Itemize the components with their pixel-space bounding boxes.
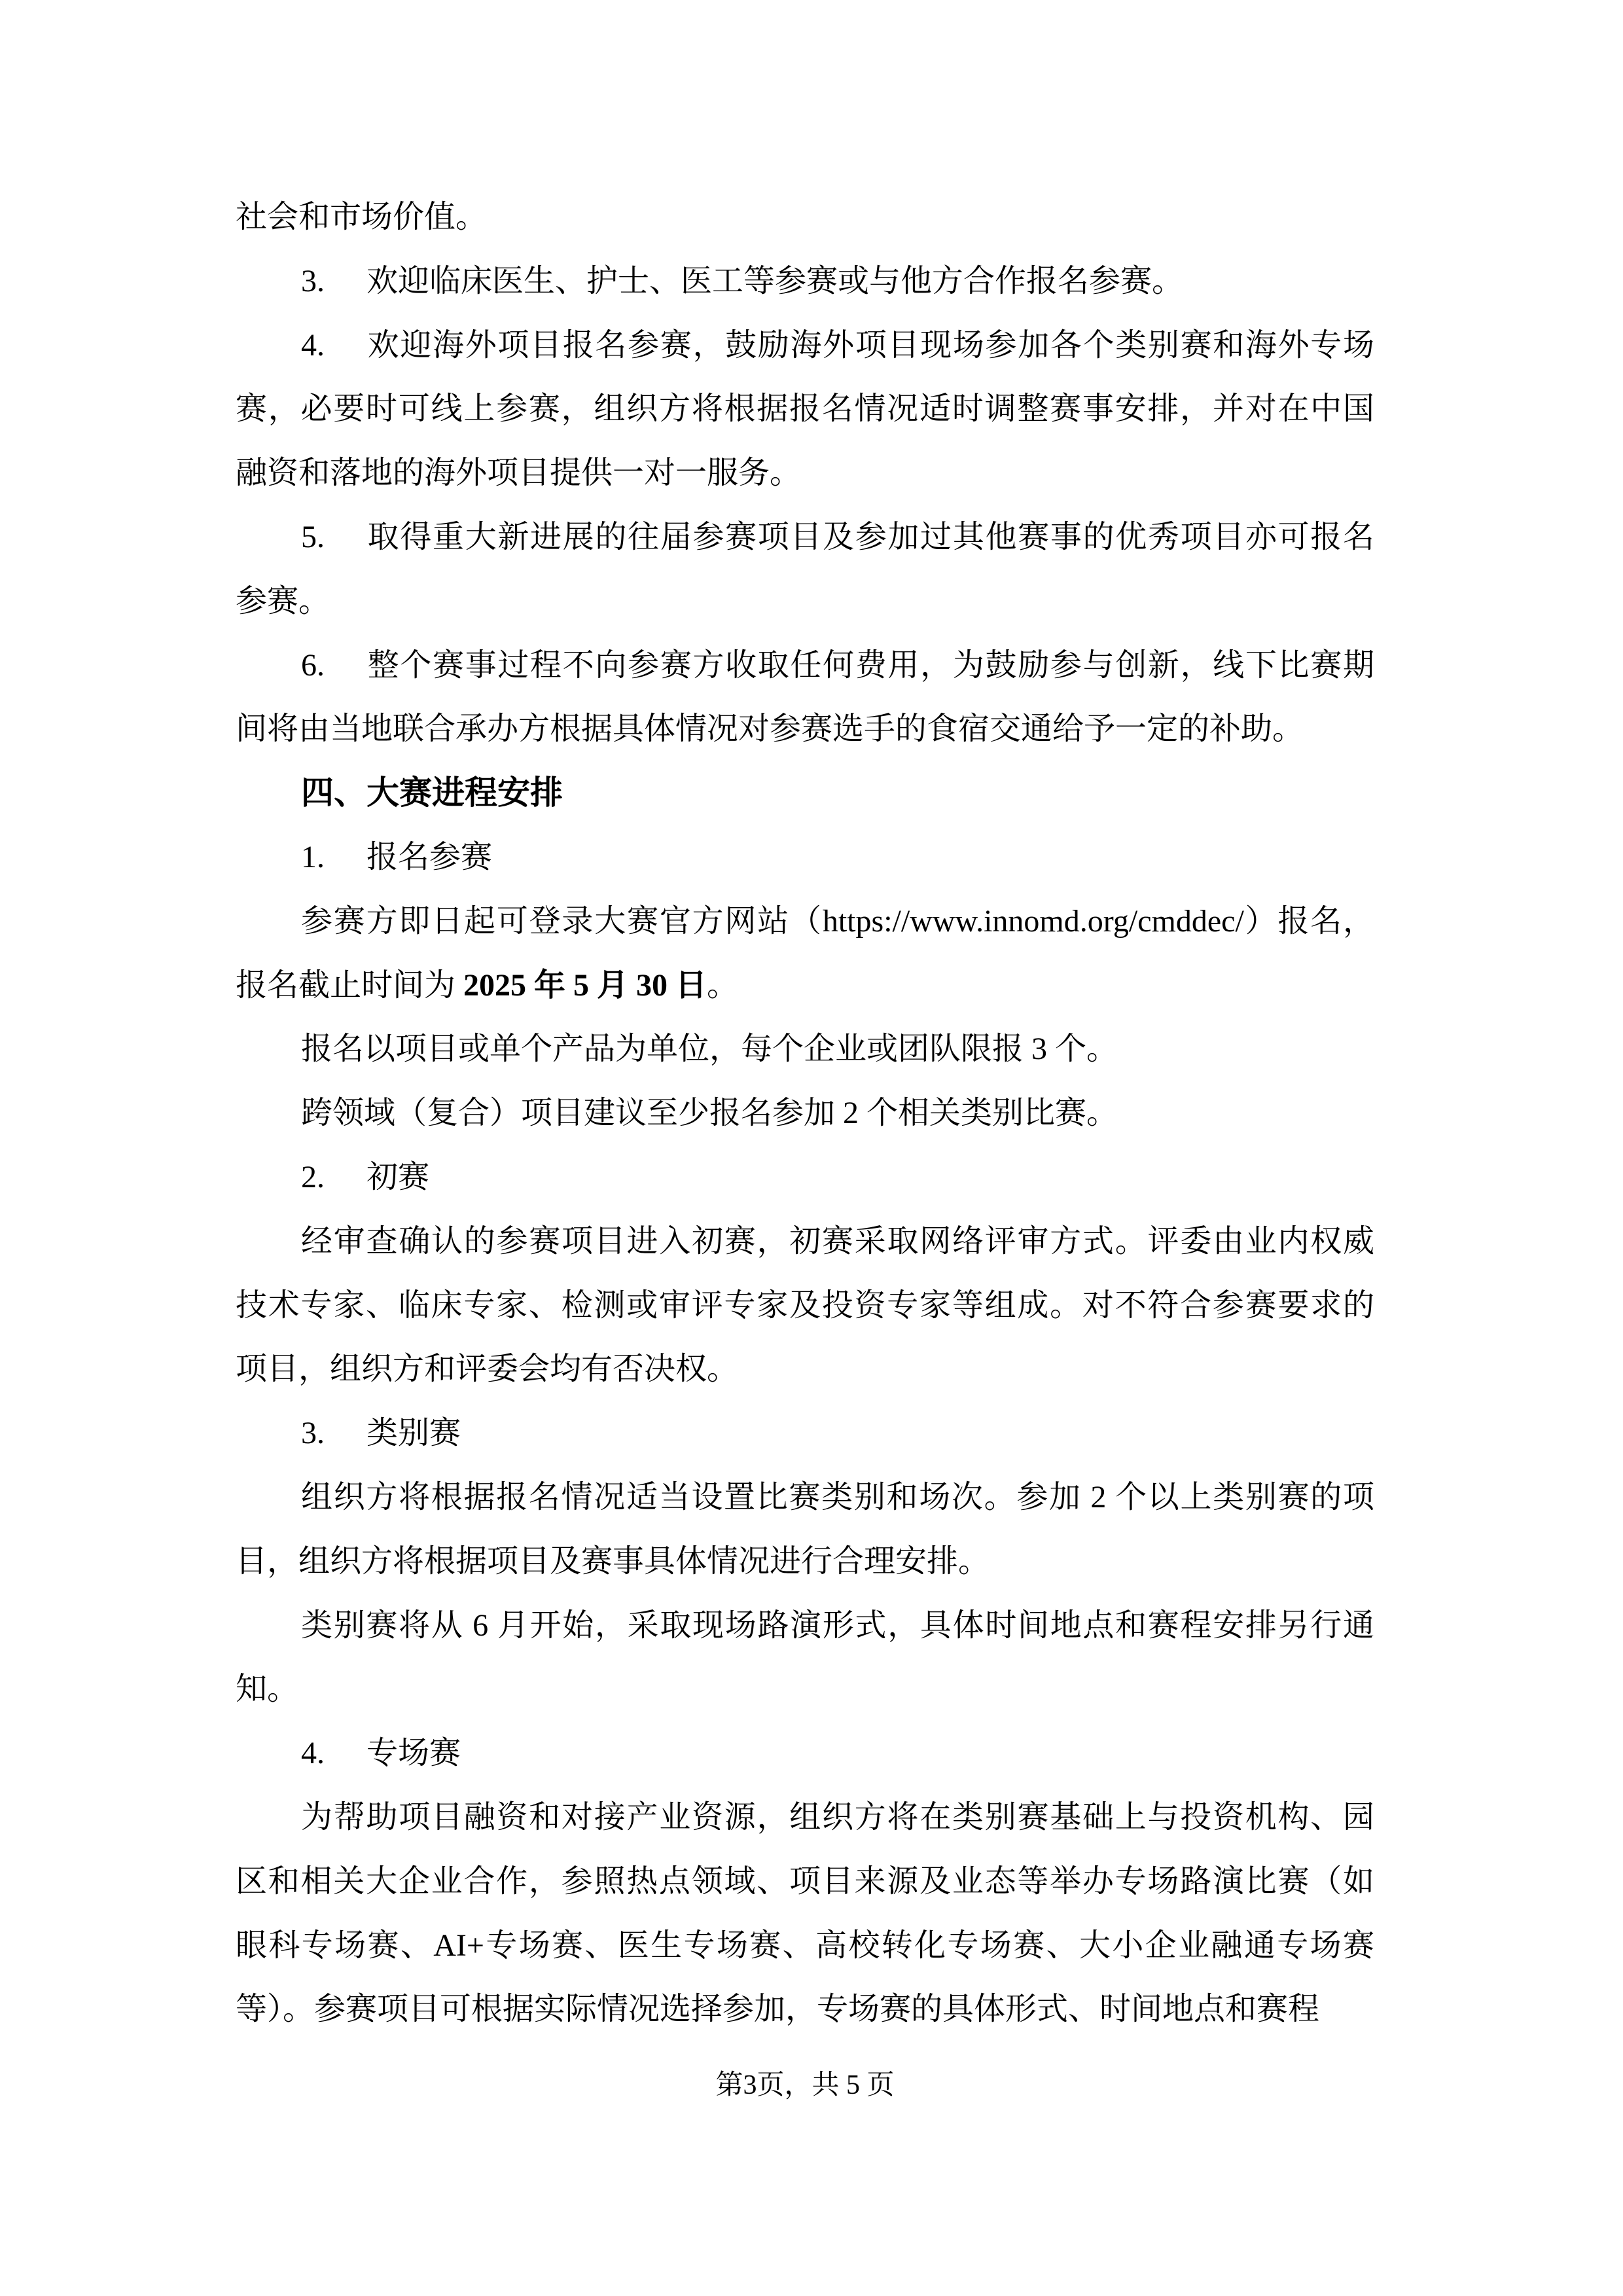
text-line: [236, 889, 1374, 954]
text-segment: 目，组织方将根据项目及赛事具体情况进行合理安排。: [236, 1543, 990, 1579]
text-segment: 报名参赛: [366, 839, 493, 874]
text-segment: 报名以项目或单个产品为单位，每个企业或团队限报 3 个。: [301, 1031, 1118, 1067]
text-line: [236, 1977, 1374, 2041]
list-number: 3.: [301, 263, 325, 298]
text-segment: 赛，必要时可线上参赛，组织方将根据报名情况适时调整赛事安排，并对在中国: [236, 391, 1374, 427]
document-body: [236, 185, 1374, 2041]
text-segment: 眼科专场赛、AI+专场赛、医生专场赛、高校转化专场赛、大小企业融通专场赛: [236, 1928, 1374, 1963]
text-line: [236, 1337, 1374, 1401]
text-line: [236, 314, 1374, 378]
text-line: [236, 954, 1374, 1018]
text-line: [236, 1401, 1374, 1465]
bold-text: 2025 年 5 月 30 日: [463, 967, 707, 1003]
text-segment: 等）。参赛项目可根据实际情况选择参加，专场赛的具体形式、时间地点和赛程: [236, 1992, 1320, 2027]
text-segment: 融资和落地的海外项目提供一对一服务。: [236, 456, 802, 491]
text-line: [236, 1914, 1374, 1978]
text-segment: 跨领域（复合）项目建议至少报名参加 2 个相关类别比赛。: [301, 1096, 1118, 1131]
list-number: 5.: [301, 519, 325, 554]
text-line: [236, 1081, 1374, 1145]
text-line: [236, 1210, 1374, 1274]
text-line: [236, 1530, 1374, 1594]
text-segment: 项目，组织方和评委会均有否决权。: [236, 1352, 739, 1387]
text-segment: 初赛: [366, 1159, 430, 1194]
text-segment: 欢迎海外项目报名参赛，鼓励海外项目现场参加各个类别赛和海外专场: [366, 327, 1374, 363]
text-line: [236, 1017, 1374, 1081]
text-line: [236, 1465, 1374, 1530]
text-segment: 。: [707, 967, 739, 1003]
text-line: [236, 1145, 1374, 1210]
text-segment: 社会和市场价值。: [236, 200, 488, 234]
list-number: 6.: [301, 647, 325, 683]
list-number: 2.: [301, 1159, 325, 1194]
text-segment: 经审查确认的参赛项目进入初赛，初赛采取网络评审方式。评委由业内权威: [301, 1223, 1374, 1259]
text-segment: 参赛。: [236, 583, 330, 619]
text-segment: 技术专家、临床专家、检测或审评专家及投资专家等组成。对不符合参赛要求的: [236, 1287, 1374, 1323]
text-line: [236, 249, 1374, 314]
list-number: 3.: [301, 1416, 325, 1451]
text-line: [236, 569, 1374, 634]
text-segment: 间将由当地联合承办方根据具体情况对参赛选手的食宿交通给予一定的补助。: [236, 711, 1304, 747]
text-line: [236, 634, 1374, 698]
text-line: [236, 1594, 1374, 1658]
text-line: [236, 441, 1374, 505]
text-segment: 类别赛将从 6 月开始，采取现场路演形式，具体时间地点和赛程安排另行通: [301, 1607, 1374, 1643]
text-line: [236, 697, 1374, 761]
text-segment: 类别赛: [366, 1416, 461, 1451]
text-segment: 整个赛事过程不向参赛方收取任何费用，为鼓励参与创新，线下比赛期: [366, 647, 1374, 683]
text-segment: 专场赛: [366, 1736, 461, 1771]
list-number: 4.: [301, 327, 325, 363]
text-line: [236, 1657, 1374, 1721]
text-segment: 取得重大新进展的往届参赛项目及参加过其他赛事的优秀项目亦可报名: [366, 519, 1374, 554]
text-segment: 知。: [236, 1672, 299, 1707]
text-line: [236, 377, 1374, 441]
text-line: [236, 1274, 1374, 1338]
text-line: [236, 185, 1374, 249]
text-segment: 为帮助项目融资和对接产业资源，组织方将在类别赛基础上与投资机构、园: [301, 1799, 1374, 1835]
text-segment: 组织方将根据报名情况适当设置比赛类别和场次。参加 2 个以上类别赛的项: [301, 1479, 1374, 1515]
text-line: [236, 1785, 1374, 1850]
text-line: [236, 505, 1374, 569]
page-footer: 第3页，共 5 页: [715, 2070, 895, 2101]
text-segment: 区和相关大企业合作，参照热点领域、项目来源及业态等举办专场路演比赛（如: [236, 1863, 1374, 1899]
list-number: 4.: [301, 1736, 325, 1771]
text-line: [236, 1721, 1374, 1785]
text-segment: 参赛方即日起可登录大赛官方网站（https://www.innomd.org/cmddec/）报名，: [301, 903, 1374, 939]
list-number: 1.: [301, 839, 325, 874]
section-heading: [236, 761, 1374, 825]
text-segment: 欢迎临床医生、护士、医工等参赛或与他方合作报名参赛。: [366, 263, 1184, 298]
text-segment: 报名截止时间为: [236, 967, 464, 1003]
text-line: [236, 825, 1374, 889]
text-line: [236, 1850, 1374, 1914]
text-segment: 四、大赛进程安排: [301, 774, 563, 812]
